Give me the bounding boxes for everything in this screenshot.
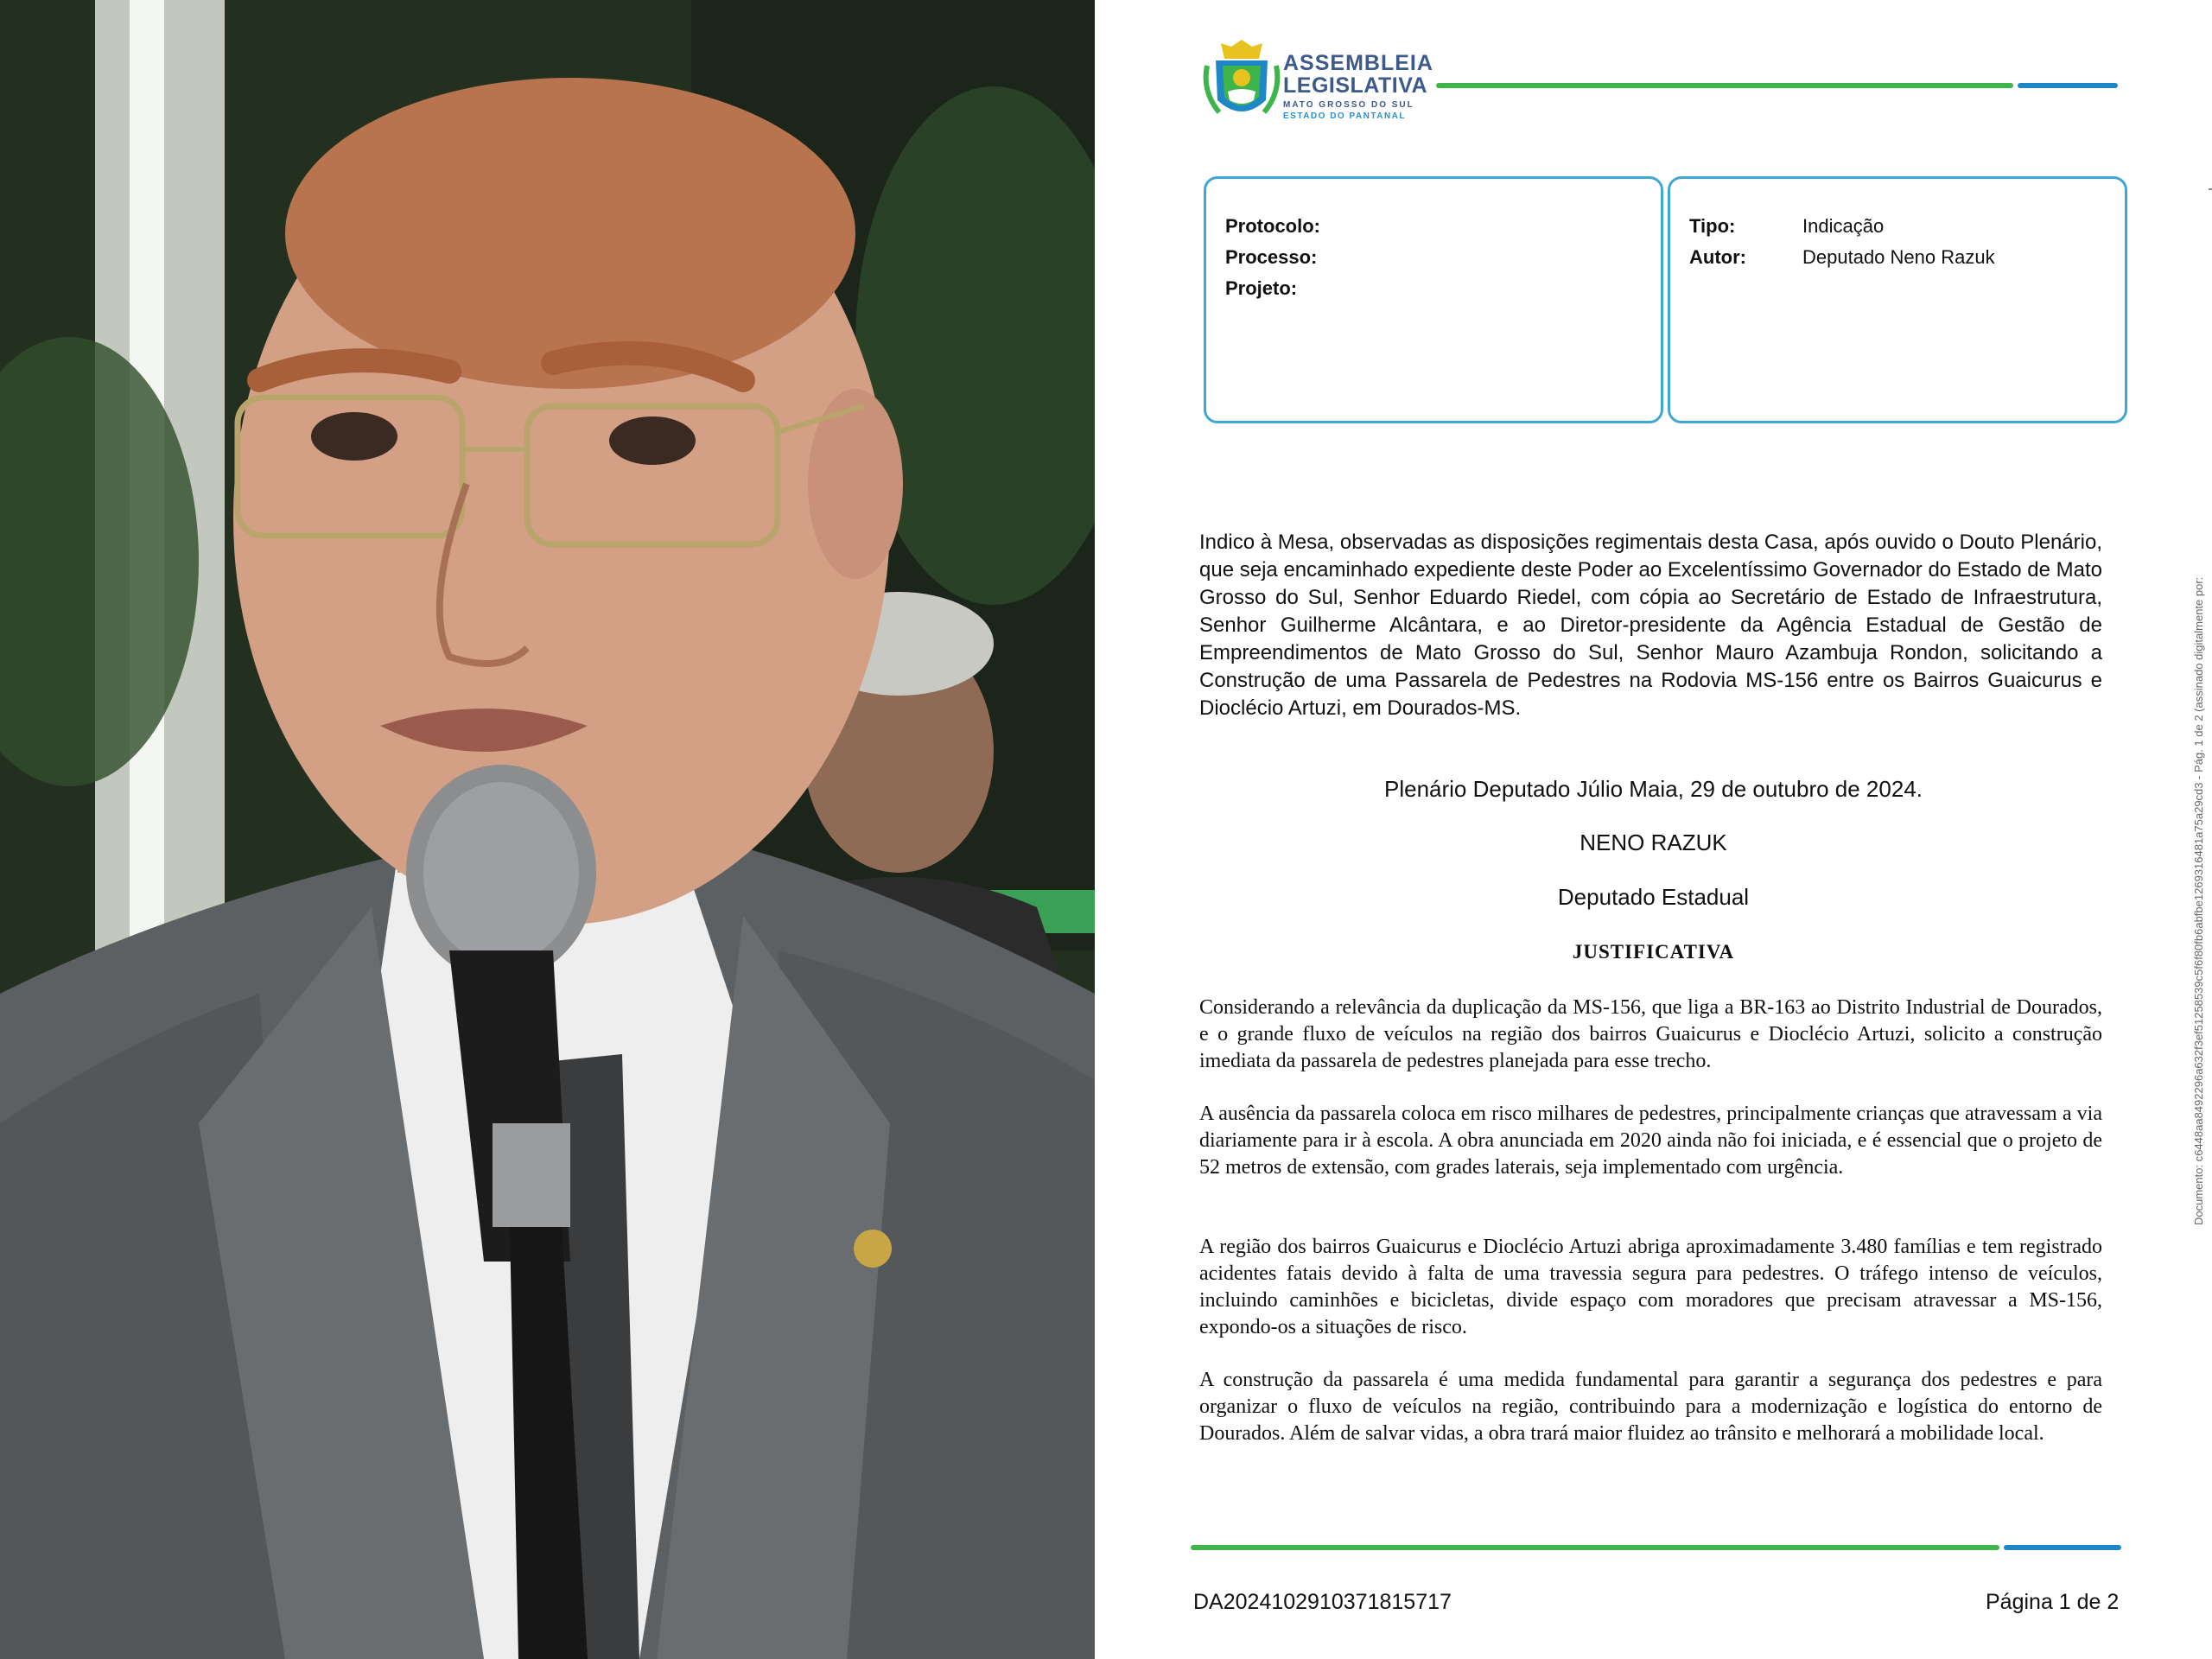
autor-value: Deputado Neno Razuk [1802, 246, 1995, 268]
footer-rule-green [1191, 1545, 1999, 1550]
protocolo-label: Protocolo: [1225, 215, 1320, 237]
intro-paragraph: Indico à Mesa, observadas as disposições regimentais desta Casa, após ouvido o Douto Plenário, que seja encaminhado expediente deste Poder ao Excelentíssimo Governador do Estado de Mato Grosso do Sul, Senhor Eduardo Riedel, com cópia ao Secretário de Estado de Infraestrutura, Senhor Guilherme Alcântara, e ao Diretor-presidente da Agência Estadual de Gestão de Empreendimentos de Mato Grosso do Sul, Senhor Mauro Azambuja Rondon, solicitando a Construção de uma Passarela de Pedestres na Rodovia MS-156 entre os Bairros Guaicurus e Dioclécio Artuzi, em Dourados-MS. [1199, 531, 2102, 720]
logo-line-3: MATO GROSSO DO SUL [1283, 100, 1414, 110]
signer-name: NENO RAZUK [1580, 830, 1727, 855]
autor-label: Autor: [1689, 246, 1746, 268]
info-box-right [1668, 176, 2127, 423]
info-box-left [1204, 176, 1663, 423]
justificativa-paragraph-1: Considerando a relevância da duplicação da MS-156, que liga a BR-163 ao Distrito Industrial de Dourados, e o grande fluxo de veículos na região dos bairros Guaicurus e Dioclécio Artuzi, solicito a construção imediata da passarela de pedestres planejada para esse trecho. [1199, 996, 2102, 1072]
tipo-value: Indicação [1802, 215, 1885, 237]
justificativa-paragraph-3: A região dos bairros Guaicurus e Dioclécio Artuzi abriga aproximadamente 3.480 famílias e tem registrado acidentes fatais devido à falta de uma travessia segura para pedestres. O tráfego intenso de veículos, incluindo caminhões e bicicletas, divide espaço com moradores que precisam atravessar a MS-156, expondo-os a situações de risco. [1199, 1236, 2102, 1338]
signer-role: Deputado Estadual [1557, 884, 1750, 910]
place-date: Plenário Deputado Júlio Maia, 29 de outubro de 2024. [1384, 776, 1923, 802]
justificativa-title: JUSTIFICATIVA [1572, 941, 1735, 963]
justificativa-paragraph-4: A construção da passarela é uma medida fundamental para garantir a segurança dos pedestres e para organizar o fluxo de veículos na região, contribuindo para a modernização e logística do entorno de Dourados. Além de salvar vidas, a obra trará maior fluidez ao trânsito e melhorará a mobilidade local. [1199, 1369, 2102, 1445]
tipo-label: Tipo: [1689, 215, 1736, 237]
header-rule-blue [2018, 83, 2118, 88]
justificativa-paragraph-2: A ausência da passarela coloca em risco milhares de pedestres, principalmente crianças que atravessam a via diariamente para ir à escola. A obra anunciada em 2020 ainda não foi iniciada, e é essencial que o projeto de 52 metros de extensão, com grades laterais, seja implementado com urgência. [1199, 1103, 2102, 1179]
portrait-illustration [0, 0, 1095, 1659]
document-page [1095, 0, 2212, 1659]
logo-line-4: ESTADO DO PANTANAL [1283, 111, 1406, 121]
margin-tick [2209, 188, 2212, 190]
footer-rule-blue [2004, 1545, 2121, 1550]
processo-label: Processo: [1225, 246, 1318, 268]
portrait-photo [0, 0, 1095, 1659]
logo-wordmark [1283, 52, 1433, 121]
digital-signature-note: Documento: c6448aa8492296a632f3ef51258539c5f6f80fb6abfbe1269316481a75a29cd3 - Pág. 1 de 2 (assinado digitalmente por: [2192, 576, 2205, 1225]
logo-line-1: ASSEMBLEIA [1283, 51, 1433, 75]
projeto-label: Projeto: [1225, 277, 1298, 299]
page-number: Página 1 de 2 [1986, 1590, 2120, 1614]
logo-line-2: LEGISLATIVA [1283, 73, 1428, 98]
header-rule-green [1436, 83, 2013, 88]
document-code: DA2024102910371815717 [1193, 1590, 1452, 1614]
